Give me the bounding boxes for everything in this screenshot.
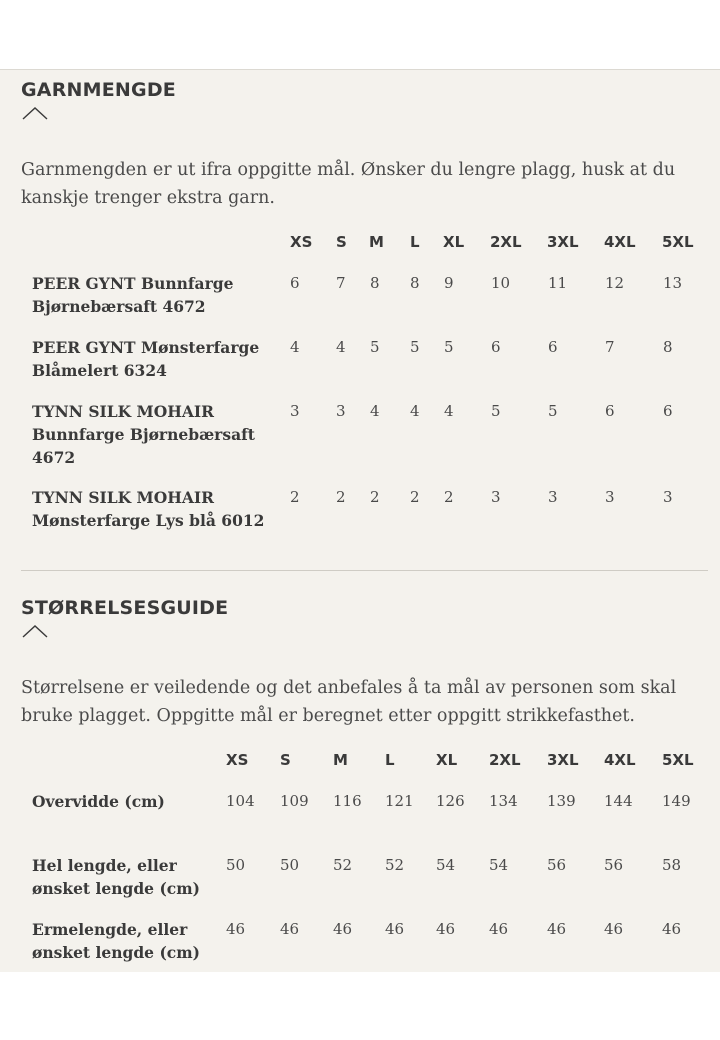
size-header: 2XL [490, 233, 522, 251]
row-label-line: TYNN SILK MOHAIR [32, 488, 215, 507]
table-cell: 139 [547, 792, 576, 810]
row-label-line: Blåmelert 6324 [32, 361, 167, 380]
table-cell: 121 [385, 792, 414, 810]
table-cell: 3 [491, 488, 501, 506]
row-label-line: 4672 [32, 448, 76, 467]
table-cell: 4 [336, 338, 346, 356]
row-label-line: Ermelengde, eller [32, 920, 188, 939]
table-cell: 46 [226, 920, 246, 938]
table-cell: 54 [489, 856, 509, 874]
table-cell: 104 [226, 792, 255, 810]
table-cell: 2 [370, 488, 380, 506]
table-cell: 6 [663, 402, 673, 420]
size-header: S [280, 751, 291, 769]
chevron-up-icon[interactable] [22, 624, 48, 638]
table-cell: 56 [547, 856, 567, 874]
table-cell: 9 [444, 274, 454, 292]
table-cell: 5 [548, 402, 558, 420]
garnmengde-intro [21, 156, 701, 212]
table-cell: 3 [336, 402, 346, 420]
table-cell: 58 [662, 856, 682, 874]
garnmengde-title[interactable]: GARNMENGDE [21, 79, 176, 101]
table-cell: 10 [491, 274, 511, 292]
size-header: M [369, 233, 384, 251]
table-cell: 11 [548, 274, 568, 292]
row-label [32, 854, 217, 900]
table-cell: 56 [604, 856, 624, 874]
table-cell: 149 [662, 792, 691, 810]
storrelsesguide-title[interactable]: STØRRELSESGUIDE [21, 597, 229, 619]
row-label-line: PEER GYNT Mønsterfarge [32, 338, 260, 357]
row-label [32, 272, 277, 318]
row-label-line: ønsket lengde (cm) [32, 943, 200, 962]
table-cell: 46 [489, 920, 509, 938]
row-label [32, 400, 277, 469]
chevron-up-icon[interactable] [22, 106, 48, 120]
size-header: L [385, 751, 395, 769]
table-cell: 46 [385, 920, 405, 938]
size-header: XL [436, 751, 458, 769]
row-label-line: Mønsterfarge Lys blå 6012 [32, 511, 265, 530]
table-cell: 7 [336, 274, 346, 292]
row-label-line: Overvidde (cm) [32, 792, 165, 811]
table-cell: 7 [605, 338, 615, 356]
row-label-line: Bjørnebærsaft 4672 [32, 297, 206, 316]
table-cell: 109 [280, 792, 309, 810]
table-cell: 54 [436, 856, 456, 874]
table-cell: 52 [385, 856, 405, 874]
table-cell: 52 [333, 856, 353, 874]
table-cell: 3 [663, 488, 673, 506]
table-cell: 5 [444, 338, 454, 356]
size-header: XL [443, 233, 465, 251]
row-label-line: Hel lengde, eller [32, 856, 177, 875]
size-header: 4XL [604, 751, 636, 769]
table-cell: 4 [370, 402, 380, 420]
table-cell: 5 [491, 402, 501, 420]
table-cell: 2 [290, 488, 300, 506]
size-header: S [336, 233, 347, 251]
table-cell: 8 [663, 338, 673, 356]
size-header: 3XL [547, 233, 579, 251]
table-cell: 12 [605, 274, 625, 292]
table-cell: 144 [604, 792, 633, 810]
table-cell: 46 [547, 920, 567, 938]
size-header: 2XL [489, 751, 521, 769]
table-cell: 46 [333, 920, 353, 938]
table-cell: 116 [333, 792, 362, 810]
section-divider [21, 570, 708, 571]
table-cell: 50 [280, 856, 300, 874]
size-header: XS [226, 751, 249, 769]
table-cell: 46 [662, 920, 682, 938]
row-label-line: ønsket lengde (cm) [32, 879, 200, 898]
table-cell: 8 [370, 274, 380, 292]
size-header: 5XL [662, 751, 694, 769]
table-cell: 3 [290, 402, 300, 420]
table-cell: 6 [605, 402, 615, 420]
table-cell: 4 [444, 402, 454, 420]
storrelsesguide-intro-line1: Størrelsene er veiledende og det anbefales å ta mål av personen som skal [21, 678, 677, 698]
table-cell: 2 [336, 488, 346, 506]
table-cell: 2 [410, 488, 420, 506]
storrelsesguide-intro-line2: bruke plagget. Oppgitte mål er beregnet etter oppgitt strikkefasthet. [21, 706, 635, 726]
table-cell: 3 [548, 488, 558, 506]
table-cell: 3 [605, 488, 615, 506]
garnmengde-intro-line2: kanskje trenger ekstra garn. [21, 188, 275, 208]
table-cell: 4 [290, 338, 300, 356]
row-label [32, 336, 277, 382]
table-cell: 8 [410, 274, 420, 292]
table-cell: 134 [489, 792, 518, 810]
table-cell: 126 [436, 792, 465, 810]
row-label [32, 918, 217, 964]
row-label-line: PEER GYNT Bunnfarge [32, 274, 234, 293]
table-cell: 46 [604, 920, 624, 938]
table-cell: 4 [410, 402, 420, 420]
size-header: M [333, 751, 348, 769]
table-cell: 5 [410, 338, 420, 356]
size-header: 5XL [662, 233, 694, 251]
row-label-line: Bunnfarge Bjørnebærsaft [32, 425, 255, 444]
size-header: L [410, 233, 420, 251]
storrelsesguide-intro [21, 674, 701, 730]
table-cell: 6 [548, 338, 558, 356]
row-label [32, 790, 217, 813]
table-cell: 5 [370, 338, 380, 356]
garnmengde-intro-line1: Garnmengden er ut ifra oppgitte mål. Ønsker du lengre plagg, husk at du [21, 160, 676, 180]
row-label [32, 486, 277, 532]
size-header: XS [290, 233, 313, 251]
row-label-line: TYNN SILK MOHAIR [32, 402, 215, 421]
table-cell: 6 [491, 338, 501, 356]
table-cell: 6 [290, 274, 300, 292]
size-header: 3XL [547, 751, 579, 769]
table-cell: 50 [226, 856, 246, 874]
table-cell: 46 [280, 920, 300, 938]
table-cell: 2 [444, 488, 454, 506]
table-cell: 13 [663, 274, 683, 292]
table-cell: 46 [436, 920, 456, 938]
size-header: 4XL [604, 233, 636, 251]
